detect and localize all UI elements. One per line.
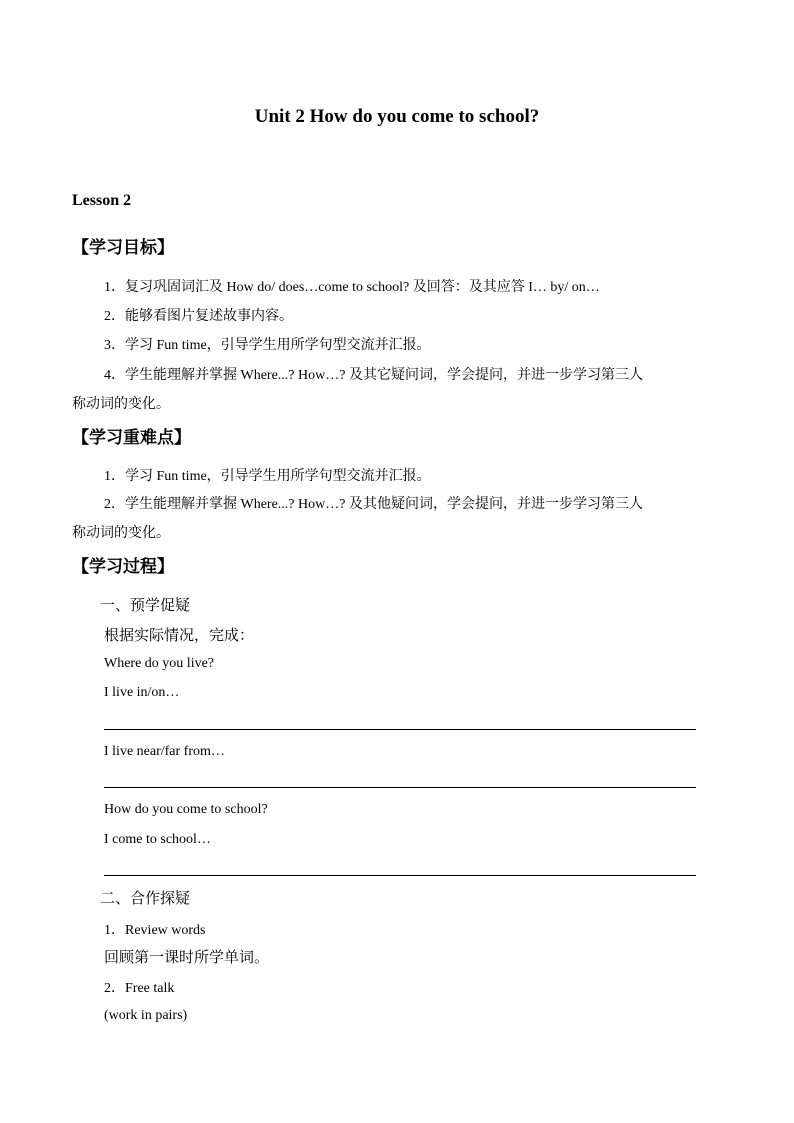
key-point-item-2: 2．学生能理解并掌握 Where...? How…? 及其他疑问词，学会提问，并进一步学习第三人 — [104, 497, 643, 512]
step2-free-talk: 2．Free talk — [104, 981, 175, 996]
key-points-heading: 【学习重难点】 — [72, 428, 191, 447]
lesson-label: Lesson 2 — [72, 192, 132, 209]
answer-live-near-far: I live near/far from… — [104, 744, 225, 759]
answer-live-in-on: I live in/on… — [104, 685, 180, 700]
key-point-item-1: 1．学习 Fun time，引导学生用所学句型交流并汇报。 — [104, 469, 431, 484]
objective-item-4: 4．学生能理解并掌握 Where...? How…? 及其它疑问词，学会提问，并进一步学习第三人 — [104, 368, 643, 383]
step1-description: 回顾第一课时所学单词。 — [104, 950, 270, 966]
answer-line-1[interactable] — [104, 729, 696, 730]
objective-item-4-cont: 称动词的变化。 — [72, 397, 170, 412]
objective-item-3: 3．学习 Fun time，引导学生用所学句型交流并汇报。 — [104, 338, 431, 353]
step2-description: (work in pairs) — [104, 1008, 188, 1023]
objective-item-1: 1．复习巩固词汇及 How do/ does…come to school? 及回答：及其应答 I… by/ on… — [104, 280, 600, 295]
part1-title: 一、预学促疑 — [100, 598, 191, 614]
step1-review-words: 1．Review words — [104, 923, 206, 938]
page-title: Unit 2 How do you come to school? — [254, 106, 540, 127]
question-where-live: Where do you live? — [104, 656, 215, 671]
answer-come-to-school: I come to school… — [104, 832, 211, 847]
answer-line-2[interactable] — [104, 787, 696, 788]
answer-line-3[interactable] — [104, 875, 696, 876]
process-heading: 【学习过程】 — [72, 557, 174, 576]
part1-instruction: 根据实际情况，完成： — [104, 628, 255, 644]
part2-title: 二、合作探疑 — [100, 891, 191, 907]
objectives-heading: 【学习目标】 — [72, 238, 174, 257]
key-point-item-2-cont: 称动词的变化。 — [72, 526, 170, 541]
question-how-come: How do you come to school? — [104, 802, 268, 817]
objective-item-2: 2．能够看图片复述故事内容。 — [104, 309, 293, 324]
